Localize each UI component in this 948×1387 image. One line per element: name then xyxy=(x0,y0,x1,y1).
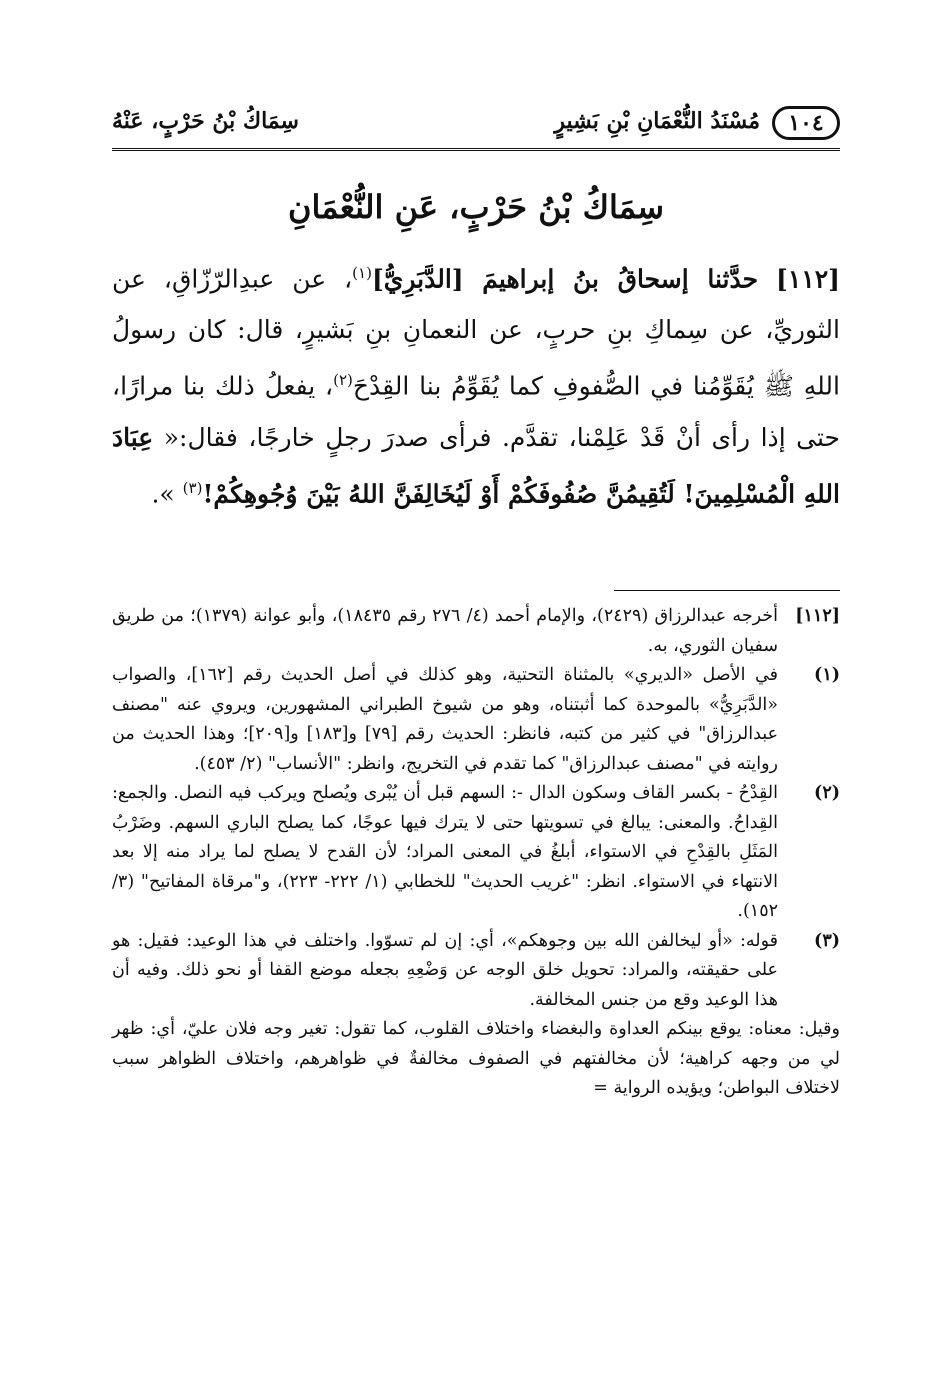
footnote-ref-3[interactable]: (٣) xyxy=(182,478,203,497)
footnote-label: (١) xyxy=(814,665,840,685)
footnote-item xyxy=(112,927,840,1016)
footnote-text: أخرجه عبدالرزاق (٢٤٢٩)، والإمام أحمد (٤/ ٢٧٦ رقم ١٨٤٣٥)، وأبو عوانة (١٣٧٩)؛ من طريق سفيان الثوري، به. xyxy=(112,606,778,656)
footnote-item xyxy=(112,779,840,927)
footnote-label: [١١٢] xyxy=(795,606,840,626)
hadith-closing: ». xyxy=(151,478,183,508)
footnotes xyxy=(112,602,840,1104)
chapter-title: سِمَاكُ بْنُ حَرْبٍ، عَنِ النُّعْمَانِ xyxy=(287,188,665,226)
footnote-continuation: وقيل: معناه: يوقع بينكم العداوة والبغضاء واختلاف القلوب، كما تقول: تغير وجه فلان عليّ، أي: ظهر لي من وجهه كراهية؛ لأن مخالفتهم في الصفوف مخالفةٌ في ظواهرهم، واختلاف الظواهر سبب لاختلاف البواطن؛ ويؤيده الرواية = xyxy=(112,1019,840,1098)
hadith-body: ، عن عبدِالرّزّاقِ، عن الثوريِّ، عن سِماكِ بنِ حربٍ، عن النعمانِ بنِ بَشيرٍ، قال: كان رسولُ اللهِ ﷺ يُقَوِّمُنا في الصُّفوفِ كما يُقَوِّمُ بنا القِدْحَ xyxy=(112,264,840,401)
page-header xyxy=(112,106,840,146)
footnote-text: القِدْحُ - بكسر القاف وسكون الدال -: السهم قبل أن يُبْرى ويُصلح ويركب فيه النصل. والجمع: القِداحُ. والمعنى: يبالغ في تسويتها حتى لا يترك فيها عوجًا، كما يصلح الباري السهم. وضَرْبُ المَثَلِ بالقِدْحِ في الاستواء، أبلغُ في المعنى المراد؛ لأن القدح لا يصلح لما يراد منه إلا بعد الانتهاء في الاستواء. انظر: "غريب الحديث" للخطابي (١/ ٢٢٢- ٢٢٣)، و"مرقاة المفاتيح" (٣/ ١٥٢). xyxy=(112,783,778,921)
footnote-item xyxy=(112,661,840,779)
hadith-text xyxy=(112,248,840,519)
hadith-chain-start: حدَّثنا إسحاقُ بنُ إبراهيمَ [الدَّبَرِيُّ] xyxy=(371,264,759,294)
footnote-ref-1[interactable]: (١) xyxy=(352,264,372,282)
footnote-separator xyxy=(614,590,840,591)
prophetic-quote: عِبَادَ اللهِ الْمُسْلِمِينَ! لَتُقِيمُنَّ صُفُوفَكُمْ أَوْ لَيُخَالِفَنَّ اللهُ بَيْنَ وُجُوهِكُمْ! xyxy=(112,422,840,508)
footnote-text: قوله: «أو ليخالفن الله بين وجوهكم»، أي: إن لم تسوّوا. واختلف في هذا الوعيد: فقيل: هو على حقيقته، والمراد: تحويل خلق الوجه عن وَضْعِهِ بجعله موضع القفا أو نحو ذلك. وفيه أن هذا الوعيد وقع من جنس المخالفة. xyxy=(112,930,778,1010)
footnote-label: (٢) xyxy=(814,783,840,803)
hadith-body-continued: ، يفعلُ ذلك بنا مرارًا، حتى إذا رأى أنْ قَدْ عَلِمْنا، تقدَّم. فرأى صدرَ رجلٍ خارجًا، فقال:« xyxy=(112,371,841,452)
footnote-ref-2[interactable]: (٢) xyxy=(333,371,353,390)
header-rule xyxy=(112,148,840,151)
footnote-label: (٣) xyxy=(814,930,840,951)
running-head-book-title: مُسْنَدُ النُّعْمَانِ بْنِ بَشِيرٍ xyxy=(554,108,760,134)
footnote-item xyxy=(112,602,840,661)
footnote-text: في الأصل «الديري» بالمثناة التحتية، وهو كذلك في أصل الحديث رقم [١٦٢]، والصواب «الدَّبَرِيُّ» بالموحدة كما أثبتناه، وهو من شيوخ الطبراني المشهورين، ويروي عنه "مصنف عبدالرزاق" في كثير من كتبه، فانظر: الحديث رقم [٧٩] و[١٨٣] و[٢٠٩]؛ وهذا الحديث من روايته في "مصنف عبدالرزاق" كما تقدم في التخريج، وانظر: "الأنساب" (٢/ ٤٥٣). xyxy=(112,665,779,774)
running-head-section-title: سِمَاكُ بْنُ حَرْبٍ، عَنْهُ xyxy=(112,108,299,134)
hadith-number: [١١٢] xyxy=(776,264,841,294)
page-number: ١٠٤ xyxy=(772,106,840,140)
